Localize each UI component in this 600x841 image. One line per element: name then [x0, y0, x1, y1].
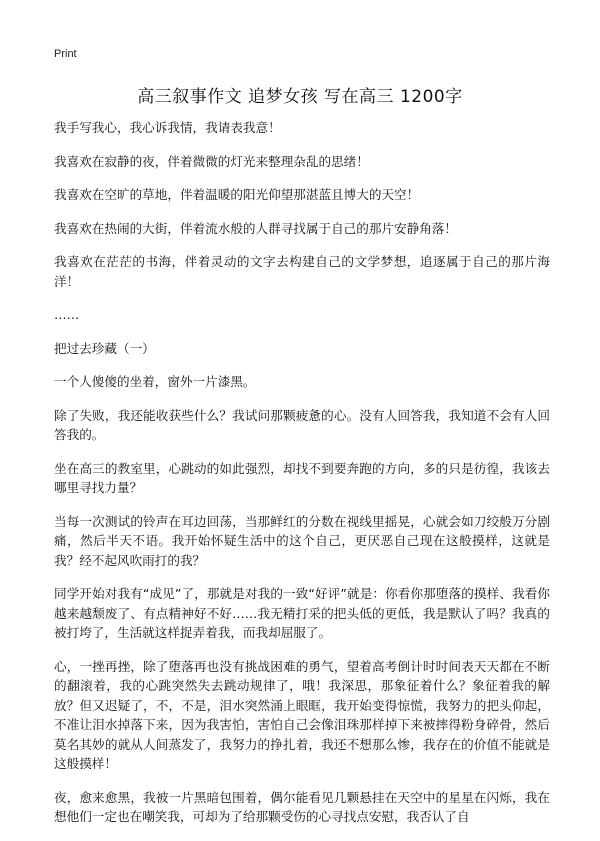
paragraph: 我喜欢在茫茫的书海，伴着灵动的文字去构建自己的文学梦想，追逐属于自己的那片海洋！ — [54, 254, 550, 289]
paragraph: 我手写我心，我心诉我情，我请表我意！ — [54, 120, 281, 135]
paragraph: 同学开始对我有“成见”了，那就是对我的一致“好评”就是：你看你那堕落的摸样、我看你越来越颓废了、有点精神好不好……我无精打采的把头低的更低，我是默认了吗？我真的被打垮了，生活就这样捉弄着我，而我却屈服了。 — [54, 586, 550, 640]
ellipsis: …… — [54, 307, 80, 322]
paragraph: 心，一挫再挫，除了堕落再也没有挑战困难的勇气，望着高考倒计时时间表天天都在不断的翻滚着，我的心跳突然失去跳动规律了，哦！我深思，那象征着什么？象征着我的解放？但又迟疑了，不，不是，泪水突然涌上眼眶，我开始变得惊慌，我努力的把头仰起，不准让泪水掉落下来，因为我害怕，害怕自己会像泪珠那样掉下来被摔得粉身碎骨，然后莫名其妙的就从人间蒸发了，我努力的挣扎着，我还不想那么惨，我存在的价值不能就是这般摸样！ — [54, 658, 550, 771]
document-body — [54, 118, 550, 841]
paragraph: 当每一次测试的铃声在耳边回荡，当那鲜红的分数在视线里摇晃，心就会如刀绞般万分剧痛，然后半天不语。我开始怀疑生活中的这个自己，更厌恶自己现在这般摸样，这就是我？经不起风吹雨打的我？ — [54, 513, 550, 568]
section-heading: 把过去珍藏（一） — [54, 340, 155, 356]
paragraph: 除了失败，我还能收获些什么？我试问那颗疲惫的心。没有人回答我，我知道不会有人回答我的。 — [54, 407, 550, 442]
paragraph: 夜，愈来愈黑，我被一片黑暗包围着，偶尔能看见几颗悬挂在天空中的星星在闪烁，我在想他们一定也在嘲笑我，可却为了给那颗受伤的心寻找点安慰，我否认了自 — [54, 789, 550, 824]
paragraph: 我喜欢在空旷的草地，伴着温暖的阳光仰望那湛蓝且博大的天空！ — [54, 187, 420, 202]
paragraph: 我喜欢在寂静的夜，伴着微微的灯光来整理杂乱的思绪！ — [54, 153, 369, 169]
print-label[interactable]: Print — [54, 48, 77, 60]
paragraph: 我喜欢在热闹的大街，伴着流水般的人群寻找属于自己的那片安静角落！ — [54, 220, 457, 236]
paragraph: 一个人傻傻的坐着，窗外一片漆黑。 — [54, 374, 256, 389]
paragraph: 坐在高三的教室里，心跳动的如此强烈，却找不到要奔跑的方向，多的只是彷徨，我该去哪里寻找力量？ — [54, 460, 550, 495]
document-title: 高三叙事作文 追梦女孩 写在高三 1200字 — [137, 87, 463, 107]
